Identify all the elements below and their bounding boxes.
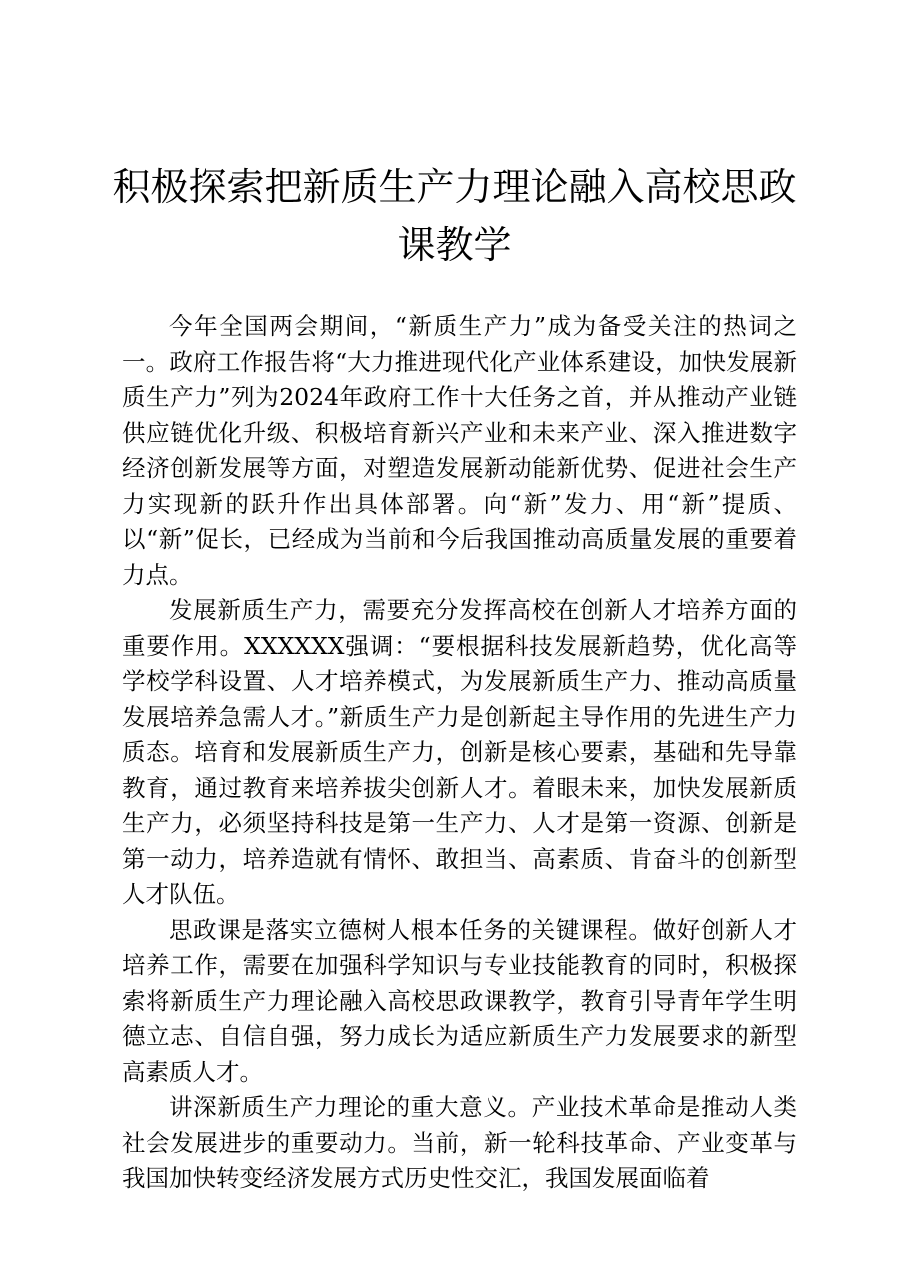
paragraph: 思政课是落实立德树人根本任务的关键课程。做好创新人才培养工作，需要在加强科学知识与专业技能教育的同时，积极探索将新质生产力理论融入高校思政课教学，教育引导青年学生明德立志、自信自强，努力成长为适应新质生产力发展要求的新型高素质人才。 — [122, 915, 797, 1086]
paragraph: 讲深新质生产力理论的重大意义。产业技术革命是推动人类社会发展进步的重要动力。当前，新一轮科技革命、产业变革与我国加快转变经济发展方式历史性交汇，我国发展面临着 — [122, 1093, 797, 1192]
document-body — [122, 309, 797, 1197]
document-title: 积极探索把新质生产力理论融入高校思政课教学 — [112, 165, 797, 267]
paragraph: 发展新质生产力，需要充分发挥高校在创新人才培养方面的重要作用。XXXXXX强调：“要根据科技发展新趋势，优化高等学校学科设置、人才培养模式，为发展新质生产力、推动高质量发展培养急需人才。”新质生产力是创新起主导作用的先进生产力质态。培育和发展新质生产力，创新是核心要素，基础和先导靠教育，通过教育来培养拔尖创新人才。着眼未来，加快发展新质生产力，必须坚持科技是第一生产力、人才是第一资源、创新是第一动力，培养造就有情怀、敢担当、高素质、肯奋斗的创新型人才队伍。 — [122, 596, 797, 908]
paragraph: 今年全国两会期间，“新质生产力”成为备受关注的热词之一。政府工作报告将“大力推进现代化产业体系建设，加快发展新质生产力”列为2024年政府工作十大任务之首，并从推动产业链供应链优化升级、积极培育新兴产业和未来产业、深入推进数字经济创新发展等方面，对塑造发展新动能新优势、促进社会生产力实现新的跃升作出具体部署。向“新”发力、用“新”提质、以“新”促长，已经成为当前和今后我国推动高质量发展的重要着力点。 — [122, 312, 797, 589]
